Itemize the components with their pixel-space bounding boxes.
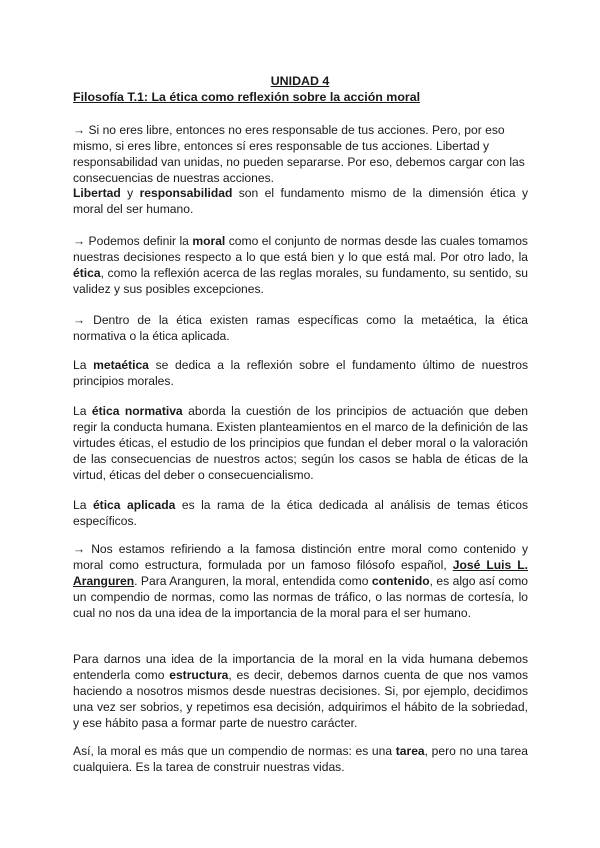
bold-term: responsabilidad [139,186,233,200]
paragraph-text: Para darnos una idea de la importancia de la moral en la vida humana debemos entenderla como [73,652,528,682]
paragraph-applied-ethics [73,497,528,529]
paragraph-text: aborda la cuestión de los principios de actuación que deben regir la conducta humana. Existen planteamientos en el marco de la definición de las virtudes éticas, el estudio de los principios que fundan el deber moral o la valoración de las consecuencias de nuestros actos; según los casos se habla de éticas de la virtud, éticas del deber o consecuencialismo. [73,404,528,482]
paragraph-ethics-branches [73,312,528,344]
paragraph-text: es la rama de la ética dedicada al análisis de temas éticos específicos. [73,498,528,528]
document-subtitle: Filosofía T.1: La ética como reflexión sobre la acción moral [73,90,421,104]
paragraph-text: → Si no eres libre, entonces no eres responsable de tus acciones. Pero, por eso mismo, si eres libre, entonces sí eres responsable de tus acciones. Libertad y responsabilidad van unidas, no pueden separarse. Por eso, debemos cargar con las consecuencias de nuestras acciones. [73,123,525,185]
bold-term: ética aplicada [92,498,176,512]
paragraph-text: como el conjunto de normas desde las cuales tomamos nuestras decisiones respecto a lo que está bien y lo que está mal. Por otro lado, la [73,234,528,264]
bold-term: ética normativa [91,404,183,418]
bold-term: metaética [93,358,149,372]
paragraph-text: , pero no una tarea cualquiera. Es la tarea de construir nuestras vidas. [73,744,528,774]
paragraph-text: . Para Aranguren, la moral, entendida como [134,574,372,588]
paragraph-structure [73,651,528,731]
paragraph-text: y [120,186,140,200]
paragraph-text: son el fundamento mismo de la dimensión ética y moral del ser humano. [73,186,528,216]
unit-title: UNIDAD 4 [270,74,330,88]
paragraph-text: La [73,358,94,372]
paragraph-text: , es decir, debemos darnos cuenta de que nos vamos haciendo a nosotros mismos desde nuestras decisiones. Si, por ejemplo, decidimos una vez ser sobrios, y repetimos esa decisión, adquirimos el hábito de la sobriedad, y ese hábito pasa a formar parte de nuestro carácter. [73,668,528,730]
author-name: José Luis L. Aranguren [73,558,528,588]
paragraph-normative-ethics [73,403,528,483]
bold-term: tarea [395,744,425,758]
bold-term: estructura [169,668,229,682]
paragraph-text: → Nos estamos refiriendo a la famosa distinción entre moral como contenido y moral como estructura, formulada por un famoso filósofo español, [73,542,528,572]
bold-term: contenido [371,574,430,588]
paragraph-freedom-responsibility [73,185,528,217]
paragraph-freedom [73,122,528,186]
paragraph-moral-definition [73,233,528,297]
paragraph-text: La [73,404,92,418]
paragraph-text: , como la reflexión acerca de las reglas morales, su fundamento, su sentido, su validez y sus posibles excepciones. [73,266,528,296]
paragraph-aranguren [73,541,528,621]
paragraph-task [73,743,528,775]
bold-term: Libertad [73,186,121,200]
paragraph-text: → Dentro de la ética existen ramas específicas como la metaética, la ética normativa o la ética aplicada. [73,313,528,343]
paragraph-text: , es algo así como un compendio de normas, como las normas de tráfico, o las normas de cortesía, lo cual no nos da una idea de la importancia de la moral para el ser humano. [73,574,529,620]
bold-term: ética [73,266,101,280]
paragraph-text: La [73,498,93,512]
paragraph-text: Así, la moral es más que un compendio de normas: es una [73,744,396,758]
bold-term: moral [192,234,226,248]
paragraph-metaethics [73,357,528,389]
paragraph-text: → Podemos definir la [73,234,193,248]
paragraph-text: se dedica a la reflexión sobre el fundamento último de nuestros principios morales. [73,358,529,388]
